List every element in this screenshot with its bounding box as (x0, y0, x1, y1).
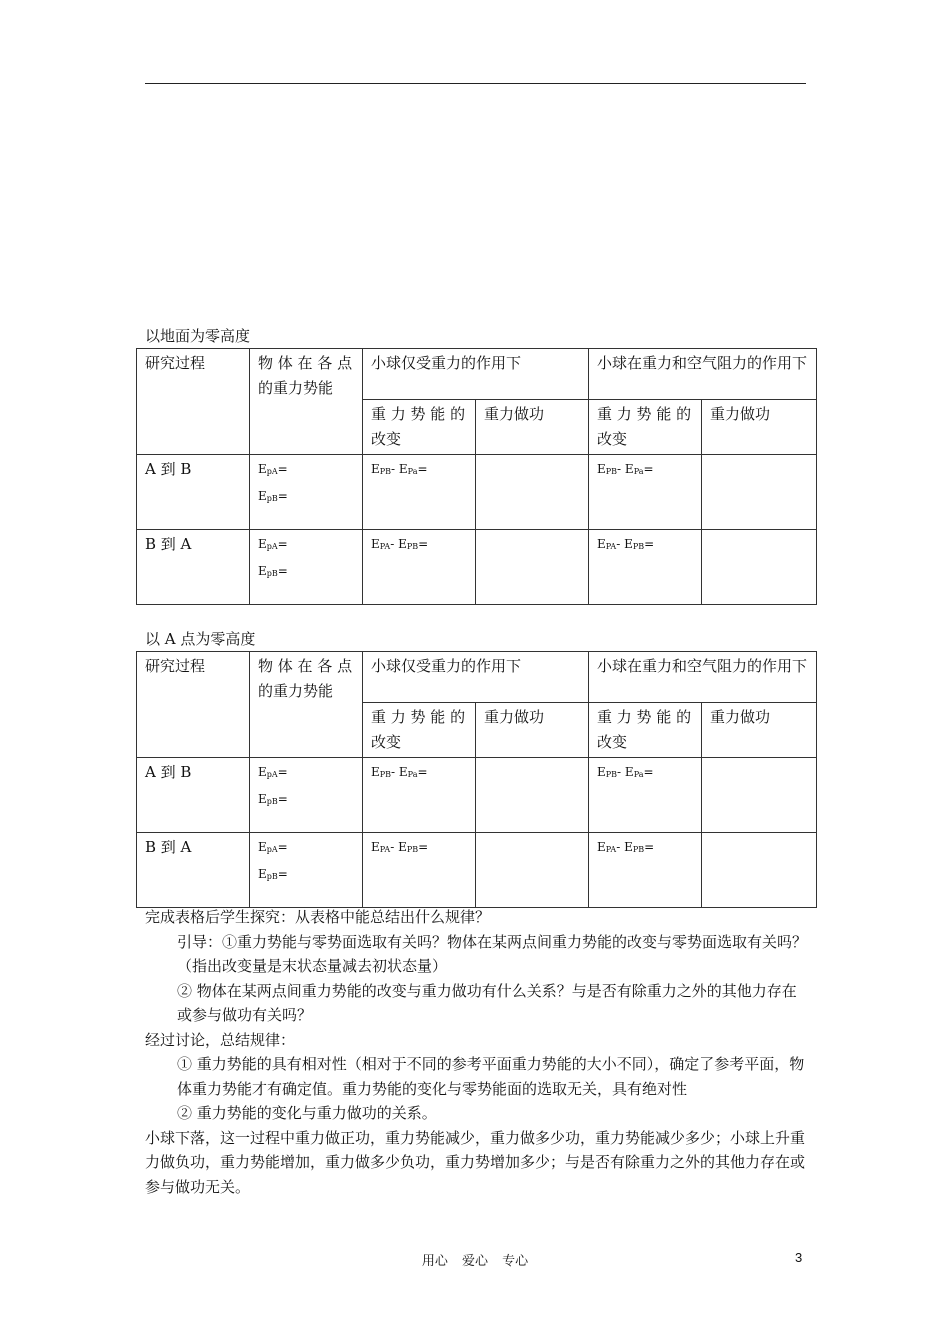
work-cell (702, 455, 817, 530)
change-cell: $E_{PB}-$ $E_{Pa}=$ (363, 758, 476, 833)
body-text (145, 905, 810, 1199)
footer-motto: 用心 爱心 专心 (421, 1254, 529, 1269)
process-cell: A 到 B (137, 758, 250, 833)
paragraph: ① 重力势能的具有相对性（相对于不同的参考平面重力势能的大小不同），确定了参考平面，物体重力势能才有确定值。重力势能的变化与零势能面的选取无关，具有绝对性 (177, 1055, 805, 1098)
change-cell: $E_{PA}-$ $E_{PB}=$ (589, 530, 702, 605)
page-number: 3 (795, 1250, 803, 1265)
paragraph: ② 重力势能的变化与重力做功的关系。 (177, 1104, 437, 1122)
paragraph: 引导：①重力势能与零势面选取有关吗？物体在某两点间重力势能的改变与零势面选取有关吗？（指出改变量是末状态量减去初状态量） (177, 932, 808, 975)
header-work: 重力做功 (702, 703, 817, 758)
header-process: 研究过程 (137, 349, 250, 455)
header-gravity-only: 小球仅受重力的作用下 (363, 349, 589, 400)
work-cell (702, 833, 817, 908)
change-cell: $E_{PA}-$ $E_{PB}=$ (363, 530, 476, 605)
change-cell: $E_{PA}-$ $E_{PB}=$ (589, 833, 702, 908)
table2-caption: 以 A 点为零高度 (145, 630, 256, 648)
table2 (136, 651, 817, 908)
header-rule (145, 83, 806, 84)
paragraph: 小球下落，这一过程中重力做正功，重力势能减少，重力做多少功，重力势能减少多少；小球上升重力做负功，重力势能增加，重力做多少负功，重力势增加多少；与是否有除重力之外的其他力存在或参与做功无关。 (145, 1128, 806, 1196)
ep-cell: $E_{pA}=$ $E_{pB}=$ (250, 455, 363, 530)
ep-cell: $E_{pA}=$ $E_{pB}=$ (250, 758, 363, 833)
change-cell: $E_{PB}-$ $E_{Pa}=$ (363, 455, 476, 530)
work-cell (476, 530, 589, 605)
header-change: 重 力 势 能 的 改变 (589, 703, 702, 758)
header-gravity-air: 小球在重力和空气阻力的作用下 (589, 652, 817, 703)
ep-cell: $E_{pA}=$ $E_{pB}=$ (250, 833, 363, 908)
paragraph: 完成表格后学生探究：从表格中能总结出什么规律？ (145, 908, 491, 926)
work-cell (476, 833, 589, 908)
process-cell: A 到 B (137, 455, 250, 530)
header-work: 重力做功 (702, 400, 817, 455)
paragraph: 经过讨论，总结规律： (145, 1030, 296, 1049)
change-cell: $E_{PB}-$ $E_{Pa}=$ (589, 455, 702, 530)
table1 (136, 348, 817, 605)
header-ep-points: 物 体 在 各 点 的重力势能 (250, 652, 363, 758)
table-row (137, 455, 817, 530)
process-cell: B 到 A (137, 833, 250, 908)
paragraph: ② 物体在某两点间重力势能的改变与重力做功有什么关系？与是否有除重力之外的其他力存在或参与做功有关吗？ (177, 981, 797, 1024)
header-change: 重 力 势 能 的 改变 (363, 703, 476, 758)
table-row (137, 833, 817, 908)
header-ep-points: 物 体 在 各 点 的重力势能 (250, 349, 363, 455)
work-cell (702, 530, 817, 605)
header-change: 重 力 势 能 的 改变 (363, 400, 476, 455)
header-gravity-air: 小球在重力和空气阻力的作用下 (589, 349, 817, 400)
work-cell (476, 758, 589, 833)
header-change: 重 力 势 能 的 改变 (589, 400, 702, 455)
header-work: 重力做功 (476, 703, 589, 758)
header-gravity-only: 小球仅受重力的作用下 (363, 652, 589, 703)
change-cell: $E_{PA}-$ $E_{PB}=$ (363, 833, 476, 908)
work-cell (476, 455, 589, 530)
table-row (137, 758, 817, 833)
table-row (137, 530, 817, 605)
ep-cell: $E_{pA}=$ $E_{pB}=$ (250, 530, 363, 605)
table1-caption: 以地面为零高度 (145, 327, 251, 345)
header-process: 研究过程 (137, 652, 250, 758)
process-cell: B 到 A (137, 530, 250, 605)
header-work: 重力做功 (476, 400, 589, 455)
change-cell: $E_{PB}-$ $E_{Pa}=$ (589, 758, 702, 833)
work-cell (702, 758, 817, 833)
